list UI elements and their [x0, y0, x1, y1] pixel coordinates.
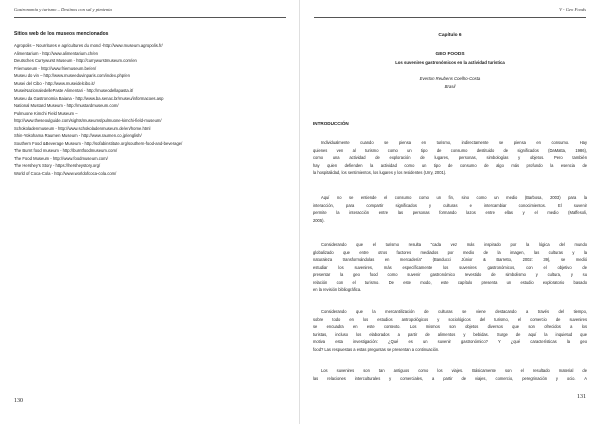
chapter-title: GEO FOODS	[435, 52, 465, 57]
author-country: Brasil	[444, 84, 456, 89]
text-line: Los suvenires son tan antiguos como los viajes. Básicamente son el resultado material de	[321, 368, 587, 373]
museum-link-item: Agropolis – Nourritures e agricultures du mond -http://www.museum.agropolis.fr/	[14, 43, 163, 48]
chapter-subtitle: Los suvenires gastronómicos en la actividad turística	[395, 60, 505, 65]
museum-link-item: World of Coca-Cola - http://www.worldofcoca-cola.com/	[14, 170, 117, 176]
text-line: en la revisión bibliográfica.	[313, 287, 362, 292]
text-line: se encuadra en este contexto. Los mismos son objetos diversos que son ofrecidos a los	[313, 324, 587, 329]
text-line: presentar la geo food como suvenir gastronómico revestido de simbolismo y cultura, y su	[313, 272, 587, 277]
museum-link-item: Shin-Yokohama Raumen Museum - http://www.raumen.co.jp/english/	[14, 133, 142, 138]
introduction-heading: INTRODUCCIÓN	[313, 121, 349, 126]
museum-link-item: The Hershey's Story - https://hersheystory.org/	[14, 163, 101, 168]
left-header-rule	[14, 17, 286, 18]
museum-link-item: Museu do vin – http://www.museeduvinparis.com/index.php/en	[14, 73, 130, 78]
paragraph-1	[313, 139, 587, 177]
museum-link-item: National Mustard Museum - http://mustardmuseum.com/	[14, 103, 119, 108]
museum-link-list	[14, 42, 294, 177]
text-line: estudiar los suvenires, más específicamente los suvenires gastronómicos, con el objetivo de	[313, 264, 587, 270]
text-line: food? Las respuestas a estas preguntas se presentan a continuación.	[313, 346, 440, 352]
text-line: 2005).	[313, 217, 325, 223]
text-line: como una actividad de exploración de lugares, personas, simbologías y objetos. Pero también	[313, 155, 587, 160]
text-line: turistas, incluso los elaborados a partir de alimentos y bebidas. Surge de aquí la inquietud que	[313, 331, 587, 337]
paragraph-4	[313, 308, 587, 353]
left-page-number: 130	[14, 398, 23, 404]
museum-link-item: Friemuseum - http://www.friemuseum.be/en/	[14, 65, 97, 71]
chapter-label: Capítulo 6	[438, 33, 462, 38]
museum-link-item: Schokoladenmuseum - http://www.schokoladenmuseum.de/en/home.html	[14, 125, 151, 131]
text-line: sobre todo en los estudios antropológicos y sociológicos del turismo, el comercio de suvenires	[313, 316, 587, 322]
text-line: naturaleza transformándolas en mercadería" (Banducci Júnior & Barretto, 2002: 39), se medió	[313, 257, 587, 262]
text-line: Aquí no se entiende el consumo como un fin, sino como un medio (Barbosa, 2003) para la	[321, 195, 587, 200]
text-line: las relaciones interculturales y comerciales, a partir de viajes, comercio, peregrinación y ocio. A	[313, 375, 587, 381]
author-name: Everton Reubens Coelho-Costa	[419, 76, 481, 81]
left-running-head: Gastronomía y turismo – Destinos con sal y pimienta	[14, 7, 112, 12]
museum-link-item: Southern Food &Beverage Museum - http://sofabinstitute.org/southern-food-and-beverage/	[14, 140, 183, 146]
right-header-rule	[314, 17, 586, 18]
paragraph-2	[313, 194, 587, 224]
text-line: hay quien defienden la actividad como un tipo de consumo de algo más profundo la esencia de	[313, 162, 587, 168]
museum-websites-title: Sitios web de los museos mencionados	[14, 31, 109, 37]
text-line: quienes ven al turismo como un tipo de consumo destituido de significados (DaMatta, 1986),	[313, 147, 587, 153]
text-line: globalizado que entre otros factores mediados por medio de la imagen, las culturas y la	[313, 249, 587, 255]
museum-link-item: Deutsches Currywurst Museum - http://currywurstmuseum.com/en	[14, 58, 137, 63]
museum-link-item: Museu da Gastronomia Baiana - http://www.ba.senac.br/museu/informacoes.asp	[14, 95, 164, 101]
text-line: la hospitalidad, los sentimientos, los lugares y los residentes (Urry, 2001).	[313, 170, 447, 175]
museum-link-item: The Burnt food museum - http://burntfoodmuseum.com/	[14, 148, 118, 153]
text-line: relación con el turismo. De este modo, este capítulo presenta un estudio exploratorio basado	[313, 279, 587, 285]
text-line: permite la interacción entre las personas formando lazos entre ellas y el medio (Maffesoli,	[313, 210, 587, 215]
museum-link-item: MuseiNazionaledellePaste Alimentari - http://museodellapasta.it/	[14, 88, 134, 93]
museum-link-item: Musei del Cibo - http://www.museidelcibo.it/	[14, 80, 95, 86]
text-line: motiva esta investigación: ¿Qué es un suvenir gastronómico? Y ¿qué características la geo	[313, 339, 587, 344]
text-line: Considerando que el turismo resulta "cada vez más inspirado por la lógica del mundo	[321, 242, 587, 247]
paragraph-3	[313, 241, 587, 294]
right-page-number: 131	[577, 394, 586, 400]
right-running-head: V - Geo Foods	[559, 7, 586, 12]
text-line: Individualmente cuando se piensa en turismo, indirectamente se piensa en consumo. Hay	[321, 140, 587, 145]
text-line: interacción, para compartir significados y culturas e intercambiar conocimientos. El suvenir	[313, 202, 587, 208]
text-line: Considerando que la mercantilización de culturas se viene destacando a través del tiempo,	[321, 309, 587, 314]
museum-link-item: Pulmuone Kimchi Field Museum –	[14, 110, 78, 116]
museum-link-item: The Food Museum - http://www.foodmuseum.com/	[14, 155, 108, 161]
museum-link-item: http://www.theseoulguide.com/sights/museums/pulmuone-kimchi-field-museum/	[14, 118, 162, 123]
museum-link-item: Alimentarium - http://www.alimentarium.ch/en	[14, 50, 99, 56]
paragraph-5	[313, 367, 587, 382]
